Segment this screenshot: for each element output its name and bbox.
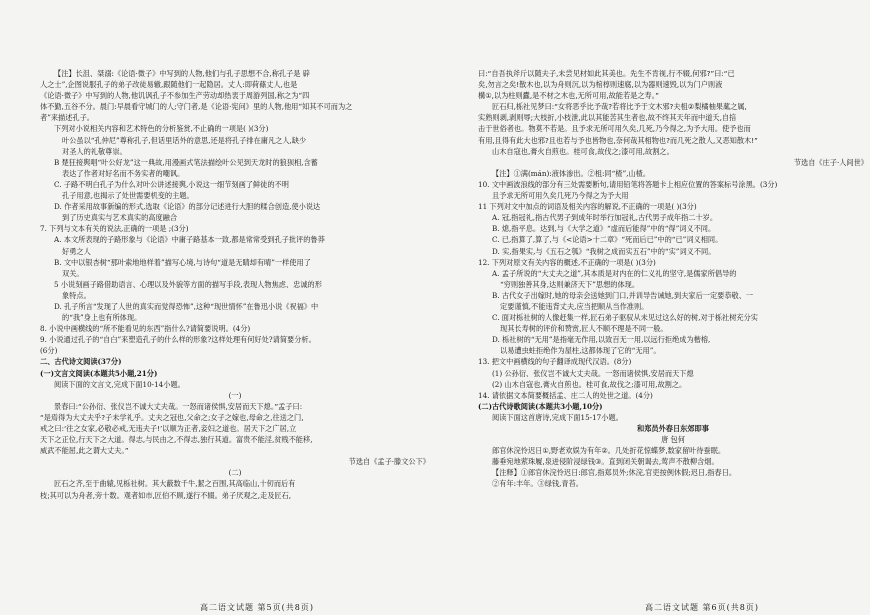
right-page (478, 68, 868, 603)
page-footer-right: 高二语文试题 第6页(共8页) (645, 603, 759, 612)
left-text-line: 好勇之人 (62, 246, 91, 256)
right-text-line: 14. 请依据文本简要概括孟、庄二人的处世之道。(4分) (478, 390, 653, 400)
right-text-line: 和郑员外春日东郊即事 (637, 424, 709, 433)
left-text-line: 匠石之齐,至于曲辕,见栎社树。其大蔽数千牛,絜之百围,其高临山,十仞而后有 (54, 479, 296, 489)
right-text-line: 12. 下列对原文有关内容的概述,不正确的一项是( )(3分) (478, 257, 656, 267)
right-text-line: (2) 山木自寇也,膏火自煎也。桂可食,故伐之;漆可用,故割之。 (492, 379, 687, 389)
left-text-line: 到了历史真实与艺术真实的高度融合 (62, 213, 178, 223)
right-text-line: 藤垂宛地萦珠履,泉迸侵阶浸绿钱③。直到闭关朝谒去,莺声不散柳含烟。 (492, 457, 719, 467)
right-text-line: 以易遭虫蛀拒绝作为屋柱,这都体现了它的“无用”。 (500, 346, 661, 356)
right-text-line: 山木自寇也,膏火自煎也。桂可食,故伐之;漆可用,故割之。 (492, 146, 674, 156)
left-text-line: 象特点。 (62, 290, 91, 300)
right-text-line: (二)古代诗歌阅读(本题共3小题,10分) (478, 401, 603, 411)
right-text-line: 【注】①满(mán):液体渗出。②柤:同“楂”,山楂。 (492, 168, 651, 178)
left-text-line: B 楚狂接舆唱“叶公好龙”这一典故,用漫画式笔法描绘叶公见到天龙时的狼狈相,含蓄 (54, 157, 318, 167)
right-text-line: 郎官休浣怜迟日①,野老欢娱为有年②。几处折花惊蝶梦,数家留叶待蚕眠。 (492, 446, 726, 456)
right-text-line: 曰:“自吾执斧斤以随夫子,未尝见材如此其美也。先生不肯视,行不辍,何邪?”曰:“已 (478, 69, 735, 78)
left-text-line: A. 本文所表现的子路形象与《论语》中庸子路基本一致,都是常常受到孔子批评的鲁莽 (54, 235, 325, 245)
left-text-line: (一) (228, 390, 242, 400)
right-text-line: 阅读下面这首唐诗,完成下面15-17小题。 (492, 412, 623, 422)
left-text-line: D. 孔子所言“发现了人世的真实而觉得恐怖”,这种“现世情怀”在鲁迅小说《祝福》中 (54, 301, 319, 311)
right-text-line: 实熟则剥,剥则辱;大枝折,小枝泄,此以其能苦其生者也,故不终其天年而中道夭,自掊 (478, 113, 737, 123)
left-text-line: 对圣人的礼敬尊崇。 (62, 146, 127, 156)
left-text-line: C. 子路不明白孔子为什么对叶公讲述接舆,小说这一细节刻画了鲜徒的不明 (54, 179, 289, 189)
left-text-line: 枝;其可以为舟者,旁十数。观者如市,匠伯不顾,遂行不辍。弟子厌观之,走及匠石, (40, 490, 292, 500)
left-text-line: 阅读下面的文言文,完成下面10-14小题。 (54, 379, 185, 389)
left-text-line: 天下之正位,行天下之大道。得志,与民由之,不得志,独行其道。富贵不能淫,贫贱不能移, (40, 435, 313, 445)
right-text-line: (1) 公孙衍、张仪岂不诚大丈夫哉。一怒而诸侯惧,安居而天下熄 (492, 368, 694, 378)
right-text-line: B. 熄,指平息。达到,与《大学之道》“虚而后能得”中的“得”词义不同。 (492, 224, 716, 234)
right-text-line: 现其长寿树的评价和赞赏,匠人不顺不理是不同一般。 (500, 324, 668, 334)
page-footer-left: 高二语文试题 第5页(共8页) (200, 603, 314, 612)
right-text-line: 10. 文中画波浪线的部分有三处需要断句,请用铅笔将答题卡上相应位置的答案标号涂黑。(3分) (478, 179, 778, 189)
right-text-line: 【注释】①郎官休浣怜迟日:郎官,指郑员外;休浣,官吏按例休假;迟日,指春日。 (492, 468, 737, 478)
right-text-line: A. 冠,指冠礼,指古代男子到成年时举行加冠礼,古代男子成年指二十岁。 (492, 213, 718, 223)
left-text-line: 者”来描述孔子。 (40, 113, 94, 123)
left-page (40, 68, 430, 603)
left-text-line: 叶公虽以“孔仲尼”尊称孔子,但话里话外的意思,还是将孔子排在庸凡之人,缺少 (62, 135, 307, 145)
left-text-line: (一)文言文阅读(本题共5小题,21分) (40, 368, 158, 378)
left-text-line: 节选自《孟子·滕文公下》 (348, 457, 430, 467)
left-text-line: “是焉得为大丈夫乎?子未学礼乎。丈夫之冠也,父命之;女子之嫁也,母命之,往送之门, (40, 412, 304, 422)
right-text-line: 構①,以为柱则蠹,是不材之木也,无所可用,故能若是之寿。” (478, 91, 660, 101)
left-text-line: 戒之曰:‘往之女家,必敬必戒,无违夫子!’以顺为正者,妾妇之道也。居天下之广居,立 (40, 424, 297, 433)
right-text-line: B. 古代女子出嫁时,她的母亲会送她到门口,并训导告诫她,到夫家后一定要恭敬、一 (492, 290, 754, 300)
right-text-line: 匠石归,栎社见梦曰:“女将恶乎比予哉?若将比予于文木邪?夫柤②梨橘柚果蓏之属, (492, 102, 747, 112)
left-text-line: 的“我”身上也有所体现。 (62, 313, 142, 323)
right-text-line: 有用,且得有此大也邪?且也若与予也皆物也,奈何哉其相物也?而几死之散人,又恶知散木!” (478, 135, 758, 145)
right-text-line: D. 实,指果实,与《五石之瓠》“我树之成而实五石”中的“实”词义不同。 (492, 246, 716, 256)
right-text-line: A. 孟子所说的“大丈夫之道”,其本质是对内在的仁义礼的坚守,是儒家所倡导的 (492, 268, 737, 278)
right-text-line: C. 已,指算了,算了,与《<论语>十二章》“死而后已”中的“已”词义相同。 (492, 235, 723, 245)
left-text-line: (二) (228, 468, 242, 478)
right-text-line: ②有年:丰年。③绿钱,青苔。 (492, 479, 583, 489)
right-text-line: 且予求无所可用久矣几死乃今得之为予大用 (492, 191, 629, 201)
left-text-line: 8. 小说中画横线的“所不能看见的东西”指什么?请简要说明。(4分) (40, 324, 251, 334)
right-text-line: 11 下列对文中加点的词语及相关内容的解说,不正确的一项是( )(3分) (478, 202, 697, 212)
right-text-line: D. 栎社树的“无用”是指毫无作用,以致百无一用,以远行拒绝成为楷榕, (492, 335, 711, 345)
left-text-line: 二、古代诗文阅读(37分) (40, 357, 122, 367)
left-text-line: 表达了作者对好名而不务实者的嘲讽。 (62, 168, 185, 178)
right-text-line: 节选自《庄子·人间世》 (793, 157, 868, 167)
right-text-line: 击于世俗者也。物莫不若是。且予求无所可用久矣,几死,乃今得之,为予大用。使予也而 (478, 124, 751, 134)
left-text-line: 双关。 (62, 268, 84, 278)
left-text-line: (6分) (40, 346, 58, 356)
left-text-line: 5 小说刻画子路借助语言、心理以及外貌等方面的描写手段,表现人物焦虑、忠诚的形 (54, 279, 322, 289)
left-text-line: 孔子用意,也揭示了处世需要机变的主题。 (62, 191, 194, 201)
left-text-line: 《论语·微子》中写到的人物,他讥讽孔子不参加生产劳动却热衷于周游列国,称之为“四 (40, 91, 310, 101)
left-text-line: 体不勤,五谷不分。晨门:早晨看守城门的人;守门者,是《论语·宪问》里的人物,他用“知其不可而为之 (40, 102, 353, 112)
right-text-line: 13. 把文中画横线的句子翻译成现代汉语。(8分) (478, 357, 632, 367)
left-text-line: B. 文中以银杏树“那叶索地地样着”描写心境,与诗句“道是无睛却有晴”一样使用了 (54, 257, 311, 267)
right-text-line: “穷则独善其身,达则兼济天下”思想的体现。 (500, 279, 640, 289)
left-text-line: 9. 小说通过孔子的“自白”来塑造孔子的什么样的形象?这样处理有何好处?请简要分析。 (40, 335, 316, 345)
left-text-line: 【注】长沮、桀溺:《论语·微子》中写到的人物,他们与孔子思想不合,称孔子是 辟 (54, 69, 310, 78)
left-text-line: D. 作者采用故事新编的形式,选取《论语》的部分记述进行大胆的糅合创造,使小说达 (54, 202, 321, 212)
left-text-line: 7. 下列与文本有关的说法,正确的一项是 ;(3分) (40, 224, 189, 234)
right-text-line: 唐 包何 (661, 435, 685, 445)
right-text-line: 矣,勿言之矣!散木也,以为舟则沉,以为棺椁则速腐,以为器则速毁,以为门户则液 (478, 80, 723, 90)
left-text-line: 下列对小说相关内容和艺术特色的分析鉴赏,不止确的一项是( )(3分) (54, 124, 269, 134)
right-text-line: C. 面对栎社树的人像赶集一样,匠石弟子驱驭从未见过这么好的树,对于栎社树充分实 (492, 313, 758, 323)
left-text-line: 威武不能屈,此之谓大丈夫。” (40, 446, 129, 456)
left-text-line: 人之士”,企图说服孔子的弟子改徒易辙,跟随他们一起隐居。丈人:即荷蓧丈人,也是 (40, 80, 298, 90)
left-text-line: 景春曰:“公孙衍、张仪岂不诚大丈夫哉。一怒而诸侯惧,安居而天下熄。”孟子曰: (54, 401, 303, 411)
right-text-line: 定要谨慎,不能违背丈夫,应当把顺从当作准则。 (500, 301, 649, 311)
